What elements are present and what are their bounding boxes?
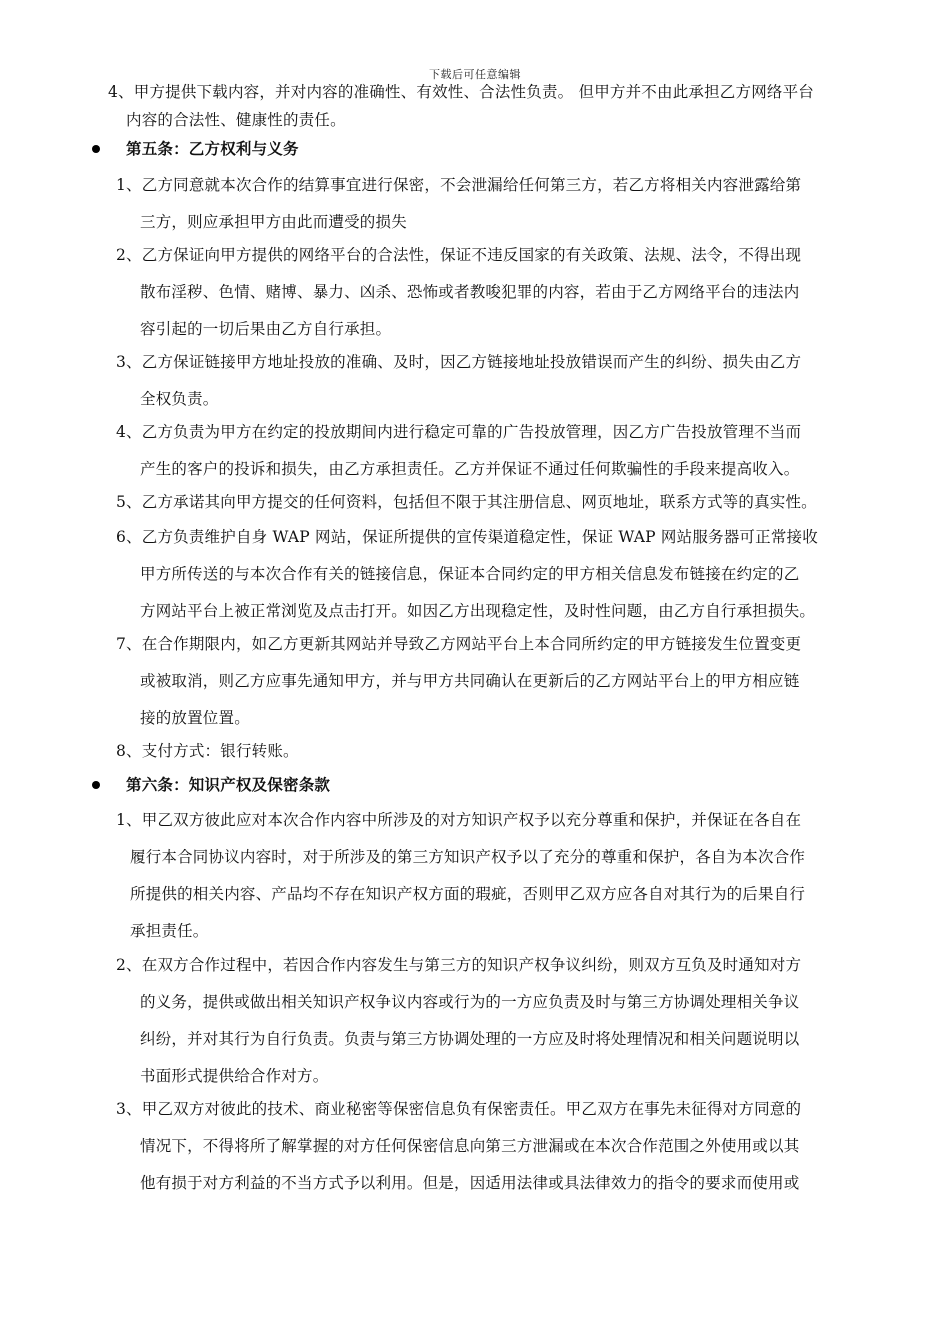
paragraph-line: 3、甲乙双方对彼此的技术、商业秘密等保密信息负有保密责任。甲乙双方在事先未征得对方同意的: [116, 1100, 802, 1118]
section-heading: 第六条：知识产权及保密条款: [126, 775, 331, 794]
paragraph-line: 2、乙方保证向甲方提供的网络平台的合法性，保证不违反国家的有关政策、法规、法令，不得出现: [116, 246, 802, 264]
paragraph-line: 8、支付方式：银行转账。: [116, 742, 299, 760]
paragraph-line: 接的放置位置。: [140, 709, 250, 727]
bullet-icon: [92, 145, 100, 153]
paragraph-line: 1、乙方同意就本次合作的结算事宜进行保密，不会泄漏给任何第三方，若乙方将相关内容泄露给第: [116, 176, 802, 194]
paragraph-line: 全权负责。: [140, 390, 219, 408]
paragraph-line: 的义务，提供或做出相关知识产权争议内容或行为的一方应负责及时与第三方协调处理相关争议: [140, 993, 800, 1011]
paragraph-line: 容引起的一切后果由乙方自行承担。: [140, 320, 392, 338]
paragraph-line: 甲方所传送的与本次合作有关的链接信息，保证本合同约定的甲方相关信息发布链接在约定的乙: [140, 565, 800, 583]
section-heading: 第五条：乙方权利与义务: [126, 139, 299, 158]
paragraph-line: 2、在双方合作过程中，若因合作内容发生与第三方的知识产权争议纠纷，则双方互负及时通知对方: [116, 956, 802, 974]
paragraph-line: 履行本合同协议内容时，对于所涉及的第三方知识产权予以了充分的尊重和保护，各自为本次合作: [130, 848, 806, 866]
paragraph-line: 3、乙方保证链接甲方地址投放的准确、及时，因乙方链接地址投放错误而产生的纠纷、损失由乙方: [116, 353, 802, 371]
paragraph-line: 方网站平台上被正常浏览及点击打开。如因乙方出现稳定性，及时性问题，由乙方自行承担损失。: [140, 602, 816, 620]
paragraph-line: 纠纷，并对其行为自行负责。负责与第三方协调处理的一方应及时将处理情况和相关问题说明以: [140, 1030, 800, 1048]
paragraph-line: 所提供的相关内容、产品均不存在知识产权方面的瑕疵，否则甲乙双方应各自对其行为的后果自行: [130, 885, 806, 903]
paragraph-line: 情况下，不得将所了解掌握的对方任何保密信息向第三方泄漏或在本次合作范围之外使用或以其: [140, 1137, 800, 1155]
paragraph-line: 6、乙方负责维护自身 WAP 网站，保证所提供的宣传渠道稳定性，保证 WAP 网站服务器可正常接收: [116, 528, 818, 546]
paragraph-line: 三方，则应承担甲方由此而遭受的损失: [140, 213, 407, 231]
paragraph-line: 或被取消，则乙方应事先通知甲方，并与甲方共同确认在更新后的乙方网站平台上的甲方相应链: [140, 672, 800, 690]
paragraph-line: 书面形式提供给合作对方。: [140, 1067, 329, 1085]
paragraph-line: 承担责任。: [130, 922, 209, 940]
header-watermark: 下载后可任意编辑: [429, 68, 521, 81]
bullet-icon: [92, 781, 100, 789]
paragraph-line: 他有损于对方利益的不当方式予以利用。但是，因适用法律或具法律效力的指令的要求而使用或: [140, 1174, 800, 1192]
paragraph-line: 4、甲方提供下载内容，并对内容的准确性、有效性、合法性负责。 但甲方并不由此承担乙方网络平台: [108, 83, 814, 101]
paragraph-line: 产生的客户的投诉和损失，由乙方承担责任。乙方并保证不通过任何欺骗性的手段来提高收入。: [140, 460, 800, 478]
paragraph-line: 1、甲乙双方彼此应对本次合作内容中所涉及的对方知识产权予以充分尊重和保护，并保证在各自在: [116, 811, 802, 829]
paragraph-line: 4、乙方负责为甲方在约定的投放期间内进行稳定可靠的广告投放管理，因乙方广告投放管理不当而: [116, 423, 802, 441]
paragraph-line: 5、乙方承诺其向甲方提交的任何资料，包括但不限于其注册信息、网页地址，联系方式等的真实性。: [116, 493, 817, 511]
paragraph-line: 7、在合作期限内，如乙方更新其网站并导致乙方网站平台上本合同所约定的甲方链接发生位置变更: [116, 635, 802, 653]
paragraph-line: 内容的合法性、健康性的责任。: [126, 111, 346, 129]
paragraph-line: 散布淫秽、色情、赌博、暴力、凶杀、恐怖或者教唆犯罪的内容，若由于乙方网络平台的违法内: [140, 283, 800, 301]
